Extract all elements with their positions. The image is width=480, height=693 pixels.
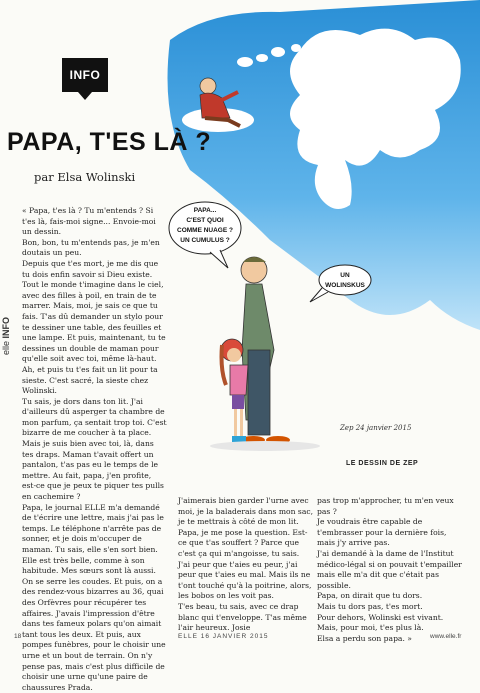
- bubble-1-line: C'EST QUOI: [186, 217, 223, 224]
- paragraph: T'es beau, tu sais, avec ce drap blanc qui t'enveloppe. T'as même l'air heureux. Josie: [178, 602, 313, 634]
- zep-signature: Zep 24 janvier 2015: [339, 424, 412, 432]
- bubble-1-line: COMME NUAGE ?: [177, 227, 233, 234]
- byline: par Elsa Wolinski: [34, 170, 135, 184]
- footer-date: 16 JANVIER 2015: [201, 633, 269, 640]
- smoke-puff: [256, 54, 268, 62]
- paragraph: Depuis que t'es mort, je me dis que tu dois enfin savoir si Dieu existe.: [22, 259, 167, 280]
- article-column-1: [22, 206, 167, 693]
- bubble-1-line: UN CUMULUS ?: [180, 237, 229, 244]
- bubble-1: [169, 202, 241, 268]
- article-title: PAPA, T'ES LÀ ?: [7, 128, 211, 157]
- info-badge-pointer: [78, 92, 92, 100]
- ground-shadow: [210, 441, 320, 451]
- smoke-puff: [271, 47, 285, 57]
- smoke-puff: [291, 44, 301, 52]
- paragraph: Pour dehors, Wolinski est vivant.: [317, 613, 464, 624]
- cartoon-illustration: [150, 0, 480, 470]
- section-label: [1, 317, 11, 355]
- section-label-brand: elle: [1, 341, 11, 355]
- page-number: 18: [14, 633, 21, 640]
- paragraph: Je voudrais être capable de t'embrasser pour la dernière fois, mais j'y arrive pas.: [317, 517, 464, 549]
- paragraph: J'aimerais bien garder l'urne avec moi, je la baladerais dans mon sac, je te mettrais à côté de mon lit.: [178, 496, 313, 528]
- illustration-caption: LE DESSIN DE ZEP: [346, 460, 418, 467]
- paragraph: J'ai demandé à la dame de l'Institut médico-légal si on pouvait t'empailler mais elle m'a dit que c'était pas possible.: [317, 549, 464, 591]
- footer-website: www.elle.fr: [430, 633, 461, 640]
- paragraph: « Papa, t'es là ? Tu m'entends ? Si t'es là, fais-moi signe... Envoie-moi un dessin.: [22, 206, 167, 238]
- bubble-2-line: WOLINSKUS: [325, 282, 365, 289]
- paragraph: Mais tu dors pas, t'es mort.: [317, 602, 464, 613]
- footer-magazine: ELLE: [178, 633, 198, 640]
- paragraph: Tout le monde t'imagine dans le ciel, avec des filles à poil, en train de te marrer. Mais, moi, je sais ce que tu fais. T'as dû demander un stylo pour te dessiner une table, des feuilles et une lampe. Et puis, maintenant, tu te dessines un double de maman pour qu'elle soit avec toi, même là-haut. Ah, et puis tu t'es fait un lit pour ta sieste. C'est sacré, la sieste chez Wolinski.: [22, 280, 167, 397]
- paragraph: Mais, pour moi, t'es plus là.: [317, 623, 464, 634]
- bubble-1-line: PAPA...: [194, 207, 217, 214]
- father-figure: [241, 257, 290, 444]
- paragraph: Papa, on dirait que tu dors.: [317, 591, 464, 602]
- article-column-3: [317, 496, 464, 644]
- footer-issue: [178, 633, 268, 640]
- paragraph: Elsa a perdu son papa. »: [317, 634, 464, 645]
- section-label-name: INFO: [1, 317, 11, 339]
- smoke-puff: [237, 57, 253, 67]
- paragraph: pas trop m'approcher, tu m'en veux pas ?: [317, 496, 464, 517]
- info-badge: INFO: [62, 58, 108, 92]
- paragraph: Papa, le journal ELLE m'a demandé de t'écrire une lettre, mais j'ai pas le temps. Le téléphone n'arrête pas de sonner, et je dois m'occuper de maman. Tu sais, elle s'en sort bien. Elle est très belle, comme à son habitude. Mes sœurs sont là aussi. On se serre les coudes. Et puis, on a des rendez-vous bizarres au 36, quai des Orfèvres pour récupérer tes affaires. J'avais l'impression d'être dans tes fameux polars qu'on aimait tant tous les deux. Et puis, aux pompes funèbres, pour le choisir une urne et un bout de terrain. On n'y pense pas, mais c'est plus difficile de choisir une urne qu'une paire de chaussures Prada.: [22, 503, 167, 693]
- paragraph: Papa, je me pose la question. Est-ce que t'as souffert ? Parce que c'est ça qui m'angoisse, tu sais. J'ai peur que t'aies eu peur, j'ai peur que t'aies eu mal. Mais ils ne t'ont touché qu'à la poitrine, alors, les bobos on les voit pas.: [178, 528, 313, 602]
- paragraph: Bon, bon, tu m'entends pas, je m'en doutais un peu.: [22, 238, 167, 259]
- bubble-2-line: UN: [340, 272, 350, 279]
- paragraph: Tu sais, je dors dans ton lit. J'ai d'ailleurs dû asperger ta chambre de mon parfum, ça sentait trop toi. C'est bizarre de me coucher à ta place. Mais je suis bien avec toi, là, dans tes draps. Maman t'avait offert un pantalon, t'as pas eu le temps de le mettre. Au fait, papa, j'en profite, est-ce que je peux te piquer tes pulls en cachemire ?: [22, 397, 167, 503]
- article-column-2: [178, 496, 313, 634]
